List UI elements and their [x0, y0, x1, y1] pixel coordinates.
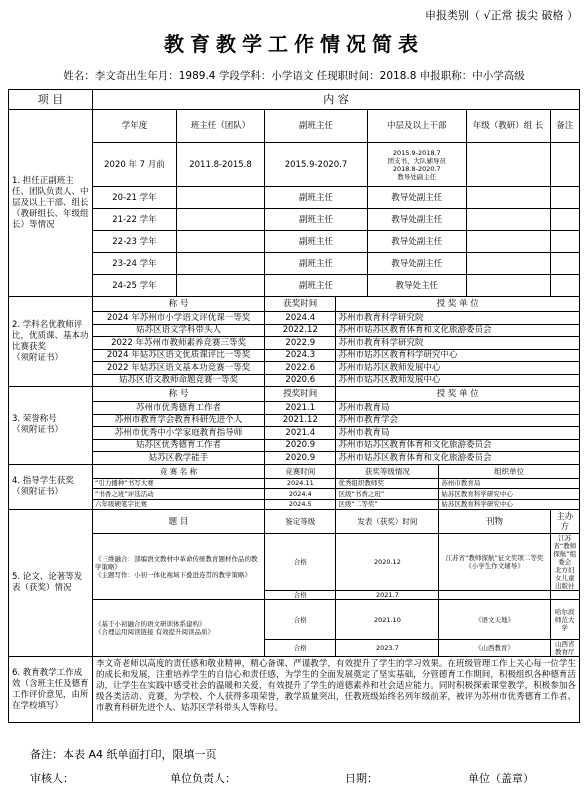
- sec5-title: [92, 534, 264, 600]
- sec2-org: 苏州市姑苏区教师发展中心: [336, 374, 580, 387]
- sec5-journal-line: 江苏省“教师探航”征文奖项二等奖: [445, 554, 544, 562]
- section5-label: 5. 论文、论著等发表（获奖）情况: [9, 510, 93, 657]
- sec2-org: 苏州市姑苏区教师发展中心: [336, 362, 580, 375]
- sec1-cadre-line: 2015.9-2018.7: [392, 148, 441, 157]
- sec5-time: 2021.10: [336, 600, 439, 640]
- sec2-name: 2024 年苏州市小学语文评优课一等奖: [92, 312, 264, 325]
- sec1-header-note: 备注: [550, 110, 579, 143]
- seal-field: 单位（盖章）: [468, 772, 534, 785]
- sec4-header-time: 竞赛时间: [265, 464, 336, 478]
- sec1-deputy: 副班主任: [265, 253, 368, 275]
- sec3-header-org: 授 奖 单 位: [336, 387, 580, 402]
- sec5-title: [92, 600, 264, 657]
- sec1-year: 2020 年 7 月前: [92, 143, 176, 187]
- sec5-grade: 合格: [265, 534, 336, 591]
- sec2-org: 苏州市教育科学研究院: [336, 337, 580, 350]
- table-row: [9, 349, 580, 362]
- sec5-title-line: 《基于小初融合的语文研训体系建构》: [94, 620, 206, 628]
- sec1-note: [550, 143, 579, 187]
- sec3-org: 苏州市姑苏区教育体育和文化旅游委员会: [336, 452, 580, 465]
- sec2-org: 苏州市姑苏区教育科学研究中心: [336, 349, 580, 362]
- sec1-note: [550, 231, 579, 253]
- sec1-cadre-line: 团支书、大队辅导员: [387, 156, 447, 165]
- sec2-header-time: 获奖时间: [265, 297, 336, 312]
- sec2-org: 苏州市姑苏区教育体育和文化旅游委员会: [336, 324, 580, 337]
- sec1-head: [176, 187, 264, 209]
- sec5-host: 哈尔滨师范大学: [550, 600, 579, 640]
- sec1-deputy: 2015.9-2020.7: [265, 143, 368, 187]
- table-row: [9, 187, 580, 209]
- sec1-deputy: 副班主任: [265, 231, 368, 253]
- sec1-group: [466, 187, 550, 209]
- sec5-host-line: 北方妇女儿童出版社: [555, 566, 575, 590]
- sec5-header-grade: 鉴定等级: [265, 510, 336, 534]
- sec2-org: 苏州市教育科学研究院: [336, 312, 580, 325]
- sec1-year: 23-24 学年: [92, 253, 176, 275]
- section6-summary: 李文奇老师以高度的责任感和敬业精神，精心备课、严谨教学，有效提升了学生的学习效果。在班级管理工作上关心每一位学生的成长和发展，注重培养学生的自信心和责任感，为学生的全面发展奠定了坚实基础，分管德育工作期间，积极组织各种德育活动，让学生在实践中感受社会的温暖和关爱，有效提升了学生的道德素养和社会适应能力。同时积极探索课堂教学，积极参加各级各类活动、竞赛，为学校、个人获得多项荣誉，教学质量突出，任教班级始终名列年级前茅，被评为苏州市优秀德育工作者、市教育科研先进个人、姑苏区学科带头人等称号。: [92, 657, 579, 723]
- sec1-year: 24-25 学年: [92, 275, 176, 297]
- table-row: [9, 231, 580, 253]
- sec1-cadre-line: 2018.8-2020.7: [392, 164, 441, 173]
- sec4-org: 姑苏区教育科学研究中心: [439, 489, 580, 500]
- page-title: 教育教学工作情况简表: [164, 32, 424, 56]
- section2-title: 2. 学科名优教师评比，优质课、基本功比赛获奖: [12, 319, 89, 352]
- section6-label: 6. 教育教学工作成效（含班主任及德育工作评价意见，由所在学校填写）: [9, 657, 93, 723]
- sec1-note: [550, 275, 579, 297]
- sec1-year: 20-21 学年: [92, 187, 176, 209]
- sec5-journal: 《山西教育》: [439, 640, 550, 657]
- section3-title: 3. 荣誉称号: [12, 414, 57, 425]
- sec1-year: 22-23 学年: [92, 231, 176, 253]
- sec5-header-journal: 刊物: [439, 510, 550, 534]
- sec5-journal-line: 《小学生作文辅导》: [465, 562, 524, 570]
- sec1-group: [466, 253, 550, 275]
- sec1-header-cadre: 中层及以上干部: [367, 110, 466, 143]
- sec3-time: 2020.9: [265, 452, 336, 465]
- section2-note: （须附证书）: [12, 352, 64, 363]
- sec1-head: [176, 209, 264, 231]
- sec3-time: 2021.4: [265, 427, 336, 440]
- sec4-header-level: 获奖等级情况: [336, 464, 439, 478]
- sec5-header-host: 主办方: [550, 510, 579, 534]
- sec1-header-group: 年级（教研）组 长: [466, 110, 550, 143]
- sec4-name: “引力播种”书写大赛: [92, 478, 264, 489]
- sec4-time: 2024.5: [265, 499, 336, 510]
- header-content: 内 容: [92, 90, 579, 110]
- sec1-group: [466, 143, 550, 187]
- sec5-time: 2020.12: [336, 534, 439, 591]
- sec1-header-deputy: 副班主任: [265, 110, 368, 143]
- sec5-host-line: 江苏省“教师探航”组委会: [553, 534, 577, 566]
- sec2-time: 2022.6: [265, 362, 336, 375]
- sec4-name: “书香之班”评选活动: [92, 489, 264, 500]
- sec1-group: [466, 275, 550, 297]
- sec3-time: 2021.1: [265, 402, 336, 415]
- section3-label: [9, 387, 93, 465]
- sec2-name: 2022 年姑苏区语文基本功竞赛一等奖: [92, 362, 264, 375]
- sec5-grade: 合格: [265, 600, 336, 640]
- sec3-time: 2020.9: [265, 439, 336, 452]
- section4-label: [9, 464, 93, 510]
- sec1-group: [466, 209, 550, 231]
- sec2-time: 2024.3: [265, 349, 336, 362]
- sec5-header-title: 题 目: [92, 510, 264, 534]
- sec2-time: 2024.4: [265, 312, 336, 325]
- sec2-time: 2020.6: [265, 374, 336, 387]
- sec2-time: 2022.9: [265, 337, 336, 350]
- sec5-host: [550, 534, 579, 591]
- table-row: [9, 275, 580, 297]
- section2-label: [9, 297, 93, 387]
- sec1-head: 2011.8-2015.8: [176, 143, 264, 187]
- sec1-cadre: 教导处副主任: [367, 209, 466, 231]
- sec2-header-name: 称 号: [92, 297, 264, 312]
- sec3-header-name: 称 号: [92, 387, 264, 402]
- applicant-info: 姓名：李文奇出生年月：1989.4 学段学科：小学语文 任现职时间：2018.8 申报职称：中小学高级: [63, 70, 525, 82]
- table-row: [9, 143, 580, 187]
- reviewer-field: 审核人：: [30, 772, 74, 785]
- sec1-deputy: 副班主任: [265, 275, 368, 297]
- section1-label: 1. 担任正副班主任、团队负责人、中层及以上干部、组长（教研组长、年级组长）等情况: [9, 110, 93, 297]
- sec1-header-year: 学年度: [92, 110, 176, 143]
- table-row: [9, 402, 580, 415]
- sec2-name: 姑苏区语文教师命题竞赛一等奖: [92, 374, 264, 387]
- sec3-org: 苏州市教育学会: [336, 414, 580, 427]
- sec1-note: [550, 209, 579, 231]
- sec1-note: [550, 253, 579, 275]
- sec1-header-head: 班主任（团队）: [176, 110, 264, 143]
- sec1-cadre-line: 教导处副主任: [397, 172, 437, 181]
- sec4-level: 优秀组织教师奖: [336, 478, 439, 489]
- sec5-time: 2021.7: [336, 591, 439, 600]
- sec4-name: 六年级硬笔字比赛: [92, 499, 264, 510]
- sec1-deputy: 副班主任: [265, 187, 368, 209]
- table-row: [9, 427, 580, 440]
- sec5-time: 2023.7: [336, 640, 439, 657]
- sec4-time: 2024.4: [265, 489, 336, 500]
- sec4-time: 2024.11: [265, 478, 336, 489]
- table-row: [9, 324, 580, 337]
- sec5-title-line: 《主题写作：小初一体化视域下叠进连贯的教学策略》: [94, 570, 251, 579]
- sec4-org: 苏州市教育局: [439, 478, 580, 489]
- sec1-cadre: 教导处副主任: [367, 187, 466, 209]
- footer-note: 备注：本表 A4 纸单面打印，限填一页: [30, 748, 217, 761]
- sec3-header-time: 授奖时间: [265, 387, 336, 402]
- sec4-level: 区级“二等奖”: [336, 499, 439, 510]
- sec1-group: [466, 231, 550, 253]
- sec3-org: 苏州市姑苏区教育体育和文化旅游委员会: [336, 439, 580, 452]
- sec3-org: 苏州市教育局: [336, 427, 580, 440]
- sec1-cadre: 教导处主任: [367, 275, 466, 297]
- sec5-title-line: 《三维融合：部编语文教材中革命传统教育题材作品的教学策略》: [94, 554, 258, 571]
- sec1-cadre: 教导处副主任: [367, 231, 466, 253]
- sec5-journal: [439, 591, 550, 600]
- leader-field: 单位负责人：: [170, 772, 236, 785]
- sec3-name: 苏州市教育学会教育科研先进个人: [92, 414, 264, 427]
- section4-title: 4. 指导学生获奖: [12, 475, 74, 486]
- sec1-head: [176, 253, 264, 275]
- sec1-head: [176, 231, 264, 253]
- sec3-name: 姑苏区教学能手: [92, 452, 264, 465]
- apply-type: 申报类别（ √正常 拔尖 破格 ）: [425, 9, 578, 22]
- sec5-header-time: 发表（获奖）时间: [336, 510, 439, 534]
- section4-note: （须附证书）: [12, 486, 64, 497]
- table-row: [9, 414, 580, 427]
- sec4-level: 区级“书香之班”: [336, 489, 439, 500]
- sec5-journal: [439, 534, 550, 591]
- table-row: [9, 478, 580, 489]
- table-row: [9, 534, 580, 591]
- sec2-name: 2024 年姑苏区语文优质课评比一等奖: [92, 349, 264, 362]
- table-row: [9, 312, 580, 325]
- sec4-header-org: 组织单位: [439, 464, 580, 478]
- table-row: [9, 439, 580, 452]
- sec3-org: 苏州市教育局: [336, 402, 580, 415]
- sec4-header-name: 竞 赛 名 称: [92, 464, 264, 478]
- work-summary-table: [8, 89, 580, 723]
- sec2-header-org: 授 奖 单 位: [336, 297, 580, 312]
- sec3-time: 2021.12: [265, 414, 336, 427]
- sec1-head: [176, 275, 264, 297]
- sec2-name: 姑苏区语文学科带头人: [92, 324, 264, 337]
- table-row: [9, 600, 580, 640]
- table-row: [9, 209, 580, 231]
- section3-note: （须附证书）: [12, 425, 64, 436]
- sec2-name: 2022 年苏州市教师素养竞赛三等奖: [92, 337, 264, 350]
- sec5-grade: 合格: [265, 640, 336, 657]
- header-item: 项 目: [9, 90, 93, 110]
- sec5-grade: 合格: [265, 591, 336, 600]
- sec3-name: 苏州市优秀德育工作者: [92, 402, 264, 415]
- sec4-org: 姑苏区教育科学研究中心: [439, 499, 580, 510]
- sec1-note: [550, 187, 579, 209]
- sec2-time: 2022.12: [265, 324, 336, 337]
- date-field: 日期：: [345, 772, 378, 785]
- table-row: [9, 499, 580, 510]
- table-row: [9, 452, 580, 465]
- table-row: [9, 337, 580, 350]
- sec5-host: [550, 591, 579, 600]
- table-row: [9, 253, 580, 275]
- sec3-name: 苏州市优秀中小学家庭教育指导师: [92, 427, 264, 440]
- sec5-title-line: 《合理运用阅读链接 有效提升阅读品质》: [94, 628, 215, 636]
- sec3-name: 姑苏区优秀德育工作者: [92, 439, 264, 452]
- sec1-cadre: [367, 143, 466, 187]
- table-row: [9, 374, 580, 387]
- sec5-host: 山西省教育厅: [550, 640, 579, 657]
- sec5-journal: 《语文天地》: [439, 600, 550, 640]
- table-row: [9, 362, 580, 375]
- sec1-year: 21-22 学年: [92, 209, 176, 231]
- sec1-cadre: 教导处副主任: [367, 253, 466, 275]
- sec1-deputy: 副班主任: [265, 209, 368, 231]
- table-row: [9, 489, 580, 500]
